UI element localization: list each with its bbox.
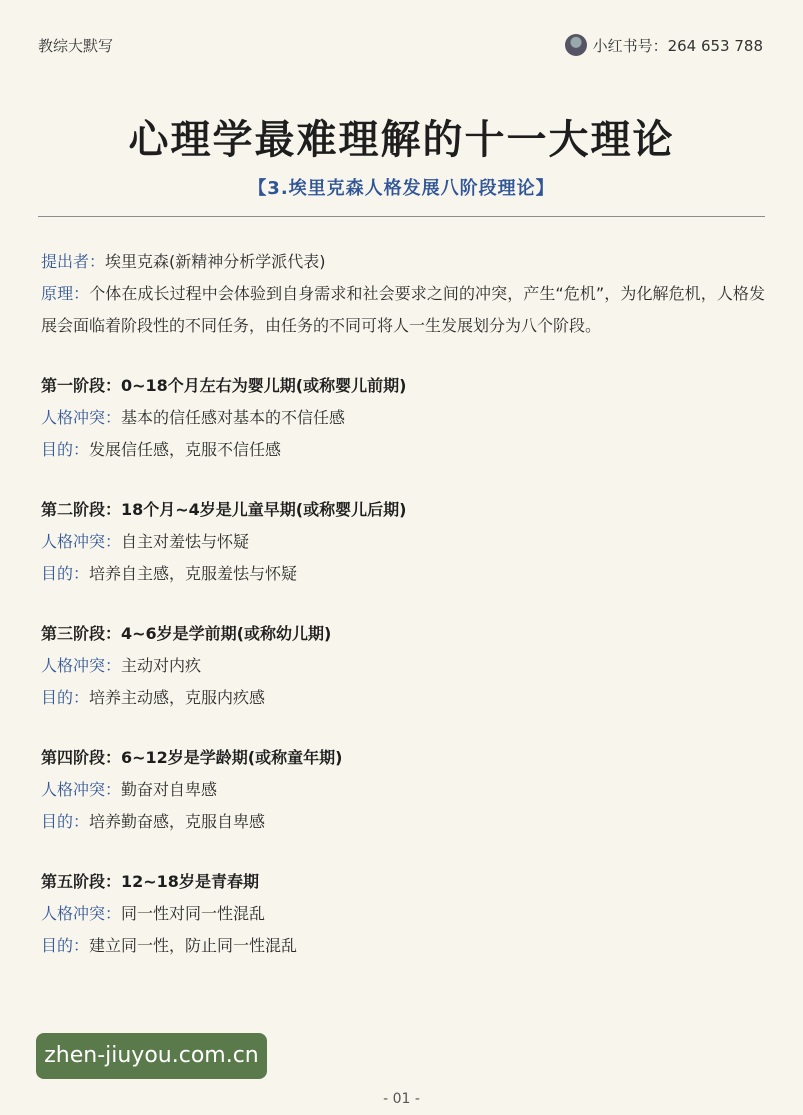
- principle-paragraph: [41, 278, 765, 342]
- stage-title: 第二阶段：18个月~4岁是儿童早期(或称婴儿后期): [41, 500, 407, 519]
- stage-title: 第一阶段：0~18个月左右为婴儿期(或称婴儿前期): [41, 376, 407, 395]
- goal-label: 目的：: [41, 564, 90, 583]
- principle-text: 个体在成长过程中会体验到自身需求和社会要求之间的冲突，产生“危机”，为化解危机，人格发展会面临着阶段性的不同任务，由任务的不同可将人一生发展划分为八个阶段。: [41, 284, 765, 335]
- principle-label: 原理：: [41, 284, 90, 303]
- stage-block: [41, 370, 765, 466]
- proposer-text: 埃里克森(新精神分析学派代表): [105, 252, 326, 271]
- goal-text: 发展信任感，克服不信任感: [89, 440, 282, 459]
- page-subtitle: 【3.埃里克森人格发展八阶段理论】: [248, 178, 555, 199]
- goal-text: 培养主动感，克服内疚感: [89, 688, 266, 707]
- stage-block: [41, 618, 765, 714]
- stage-goal: [41, 434, 765, 466]
- page-title: 心理学最难理解的十一大理论: [128, 117, 675, 163]
- goal-label: 目的：: [41, 440, 90, 459]
- stage-conflict: [41, 898, 765, 930]
- stage-block: [41, 494, 765, 590]
- proposer-label: 提出者：: [41, 252, 106, 271]
- conflict-label: 人格冲突：: [41, 656, 122, 675]
- xiaohongshu-id: 小红书号：264 653 788: [592, 36, 763, 55]
- conflict-label: 人格冲突：: [41, 904, 122, 923]
- site-watermark: zhen-jiuyou.com.cn: [36, 1033, 267, 1079]
- stage-conflict: [41, 526, 765, 558]
- author-info: [565, 34, 763, 56]
- conflict-text: 勤奋对自卑感: [121, 780, 218, 799]
- title-divider: [38, 216, 765, 217]
- avatar: [565, 34, 587, 56]
- stage-goal: [41, 806, 765, 838]
- stage-goal: [41, 558, 765, 590]
- stage-conflict: [41, 650, 765, 682]
- stage-goal: [41, 930, 765, 962]
- conflict-label: 人格冲突：: [41, 780, 122, 799]
- goal-label: 目的：: [41, 688, 90, 707]
- stage-title: 第四阶段：6~12岁是学龄期(或称童年期): [41, 748, 343, 767]
- conflict-text: 同一性对同一性混乱: [121, 904, 266, 923]
- main-content: [41, 246, 765, 962]
- stage-block: [41, 866, 765, 962]
- goal-text: 培养自主感，克服羞怯与怀疑: [89, 564, 298, 583]
- proposer-line: [41, 246, 765, 278]
- conflict-text: 自主对羞怯与怀疑: [121, 532, 250, 551]
- conflict-label: 人格冲突：: [41, 532, 122, 551]
- conflict-text: 主动对内疚: [121, 656, 202, 675]
- conflict-text: 基本的信任感对基本的不信任感: [121, 408, 346, 427]
- goal-label: 目的：: [41, 936, 90, 955]
- stage-block: [41, 742, 765, 838]
- stage-conflict: [41, 402, 765, 434]
- page-number: - 01 -: [383, 1091, 420, 1107]
- stage-title: 第五阶段：12~18岁是青春期: [41, 872, 259, 891]
- stage-title: 第三阶段：4~6岁是学前期(或称幼儿期): [41, 624, 332, 643]
- stage-conflict: [41, 774, 765, 806]
- goal-text: 建立同一性，防止同一性混乱: [89, 936, 298, 955]
- goal-label: 目的：: [41, 812, 90, 831]
- conflict-label: 人格冲突：: [41, 408, 122, 427]
- stage-goal: [41, 682, 765, 714]
- page-header: [38, 30, 763, 60]
- account-name: 教综大默写: [38, 36, 114, 55]
- goal-text: 培养勤奋感，克服自卑感: [89, 812, 266, 831]
